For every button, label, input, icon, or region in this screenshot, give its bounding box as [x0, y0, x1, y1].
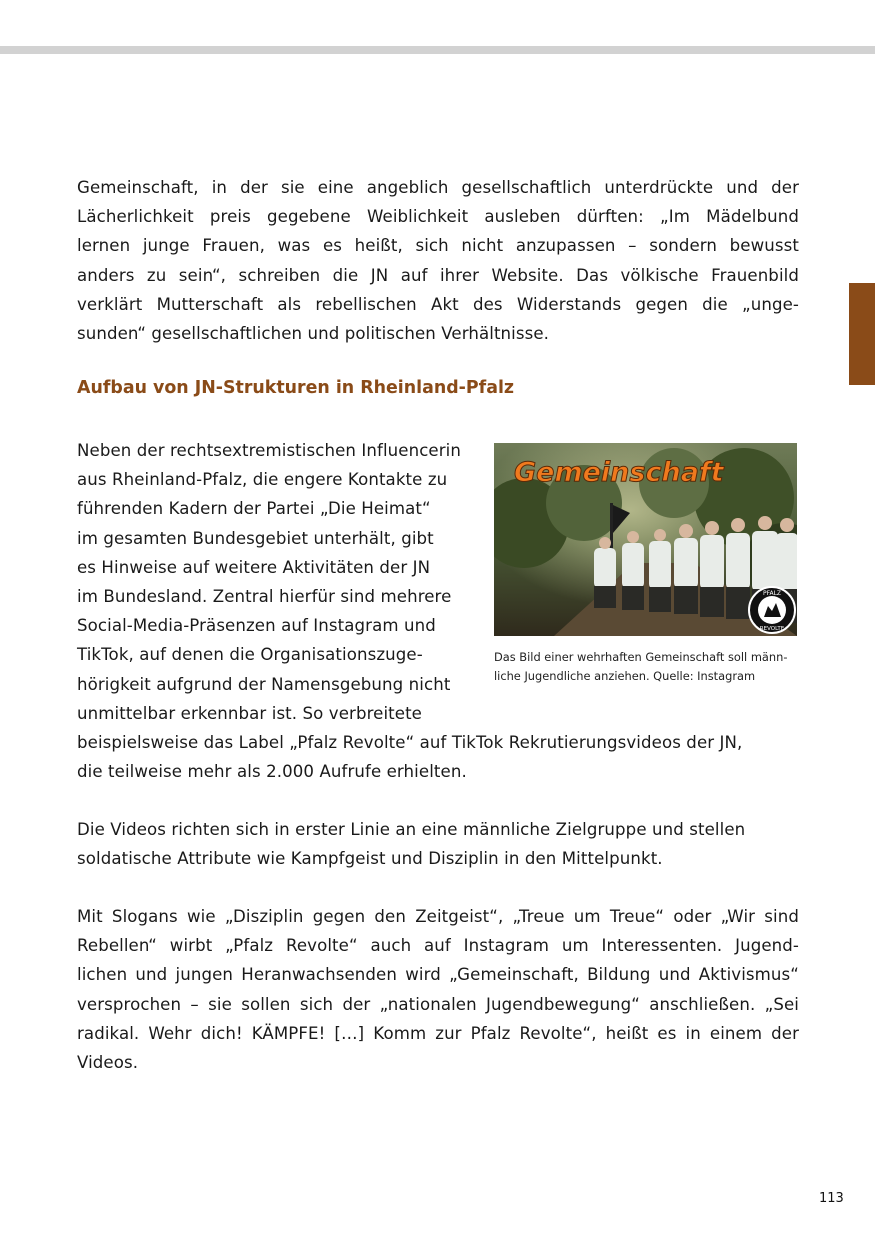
page-number: 113 [819, 1191, 844, 1206]
text-line: Neben der rechtsextremistischen Influencerin [77, 441, 461, 460]
text-line: beispielsweise das Label „Pfalz Revolte“ auf TikTok Rekrutierungsvideos der JN, [77, 733, 743, 752]
text-line: sunden“ gesellschaftlichen und politischen Verhältnisse. [77, 324, 550, 344]
paragraph-4 [77, 902, 799, 1077]
text-line: aus Rheinland-Pfalz, die engere Kontakte zu [77, 470, 448, 490]
paragraph-3 [77, 815, 799, 873]
text-line: soldatische Attribute wie Kampfgeist und Disziplin in den Mittelpunkt. [77, 849, 663, 869]
text-line: führenden Kadern der Partei „Die Heimat“ [77, 499, 431, 519]
paragraph-2 [77, 436, 472, 728]
text-line: TikTok, auf denen die Organisationszuge- [77, 645, 423, 665]
text-line: Die Videos richten sich in erster Linie an eine männliche Zielgruppe und stellen [77, 820, 746, 839]
photo-illustration [494, 443, 797, 636]
pfalz-revolte-badge [749, 587, 795, 633]
badge-bottom-text: REVOLTE [759, 626, 785, 632]
text-line: es Hinweise auf weitere Aktivitäten der JN [77, 557, 431, 577]
text-line: lernen junge Frauen, was es heißt, sich nicht anzupassen – sondern bewusst [77, 236, 799, 256]
caption-line: Das Bild einer wehrhaften Gemeinschaft soll männ- [494, 650, 788, 664]
text-line: lichen und jungen Heranwachsenden wird „Gemeinschaft, Bildung und Aktivismus“ [77, 965, 799, 985]
paragraph-2-continued [77, 728, 799, 786]
text-line: Videos. [77, 1053, 139, 1073]
figure-photo [494, 443, 797, 636]
text-line: verklärt Mutterschaft als rebellischen Akt des Widerstands gegen die „unge- [77, 294, 799, 314]
section-heading: Aufbau von JN-Strukturen in Rheinland-Pfalz [77, 378, 515, 398]
text-line: die teilweise mehr als 2.000 Aufrufe erhielten. [77, 762, 467, 782]
text-line: im gesamten Bundesgebiet unterhält, gibt [77, 528, 434, 548]
text-line: anders zu sein“, schreiben die JN auf ihrer Website. Das völkische Frauenbild [77, 265, 799, 285]
text-line: Social-Media-Präsenzen auf Instagram und [77, 616, 436, 636]
figure-overlay-text: Gemeinschaft [514, 457, 724, 488]
caption-line: liche Jugendliche anziehen. Quelle: Instagram [494, 669, 756, 683]
text-line: Mit Slogans wie „Disziplin gegen den Zeitgeist“, „Treue um Treue“ oder „Wir sind [77, 907, 799, 926]
text-line: Rebellen“ wirbt „Pfalz Revolte“ auch auf Instagram um Interessenten. Jugend- [77, 936, 799, 956]
top-rule [0, 46, 875, 54]
text-line: radikal. Wehr dich! KÄMPFE! […] Komm zur Pfalz Revolte“, heißt es in einem der [77, 1023, 799, 1043]
chapter-tab-marker [849, 283, 875, 385]
text-line: im Bundesland. Zentral hierfür sind mehrere [77, 587, 452, 607]
text-line: hörigkeit aufgrund der Namensgebung nicht [77, 674, 451, 694]
text-line: Lächerlichkeit preis gegebene Weiblichkeit ausleben dürften: „Im Mädelbund [77, 207, 799, 227]
figure-caption [494, 648, 799, 686]
badge-top-text: PFALZ [762, 590, 782, 597]
text-line: Gemeinschaft, in der sie eine angeblich gesellschaftlich unterdrückte und der [77, 178, 799, 197]
paragraph-1 [77, 173, 799, 348]
text-line: unmittelbar erkennbar ist. So verbreitete [77, 703, 422, 723]
text-line: versprochen – sie sollen sich der „nationalen Jugendbewegung“ anschließen. „Sei [77, 994, 799, 1014]
